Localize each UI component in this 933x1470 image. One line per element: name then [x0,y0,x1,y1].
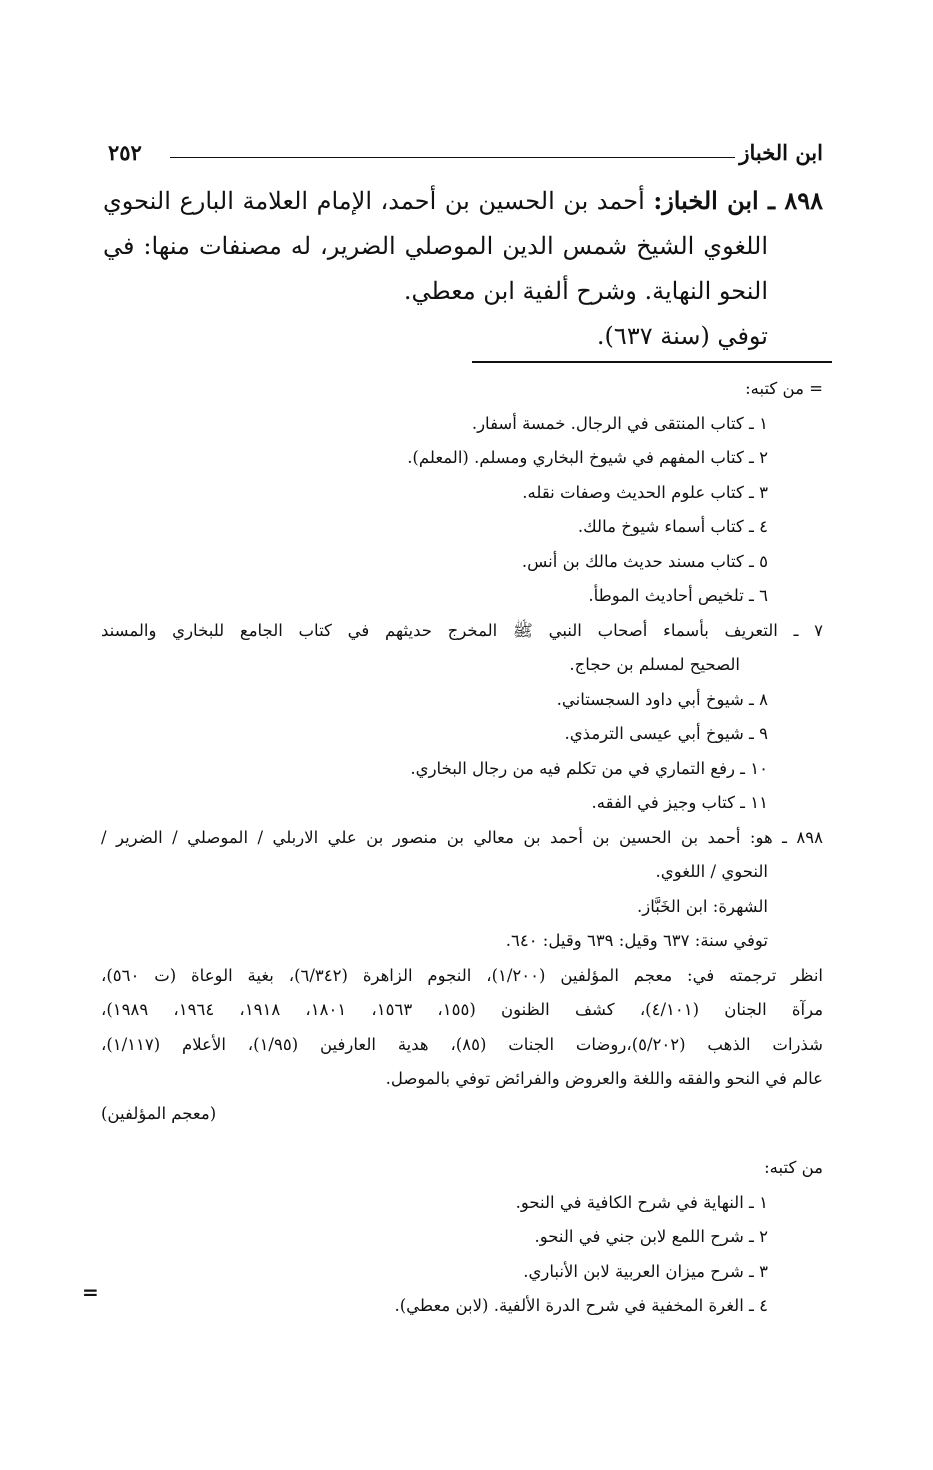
book-item: ٢ ـ شرح اللمع لابن جني في النحو. [534,1227,768,1246]
note-entry-line: ٨٩٨ ـ هو: أحمد بن الحسين بن أحمد بن معالي بن منصور بن علي الاربلي / الموصلي / الضرير / [101,827,823,847]
books-intro: = من كتبه: [745,379,823,398]
source-citation: (معجم المؤلفين) [101,1103,217,1123]
header-rule [170,157,735,158]
book-item: ٦ ـ تلخيص أحاديث الموطأ. [588,586,768,605]
note-entry-line: النحوي / اللغوي. [655,862,768,881]
book-item: ١ ـ النهاية في شرح الكافية في النحو. [515,1192,768,1212]
book-item: ٨ ـ شيوخ أبي داود السجستاني. [556,689,768,709]
entry-heading: ٨٩٨ ـ ابن الخباز: [653,186,823,215]
entry-line-1 [103,178,823,224]
book-item: ٣ ـ كتاب علوم الحديث وصفات نقله. [522,482,768,502]
page-number: ٢٥٢ [108,140,142,165]
reference-line: عالم في النحو والفقه واللغة والعروض والفرائض توفي بالموصل. [385,1069,823,1088]
book-item: ١٠ ـ رفع التماري في من تكلم فيه من رجال البخاري. [410,758,768,778]
books-intro-2: من كتبه: [764,1158,823,1177]
entry-line-4: توفي (سنة ٦٣٧). [596,322,768,350]
page-header [108,140,823,170]
continuation-marker: = [82,1280,99,1304]
spacer [101,1131,823,1151]
book-item: ٥ ـ كتاب مسند حديث مالك بن أنس. [521,551,768,571]
entry-line-3: النحو النهاية. وشرح ألفية ابن معطي. [403,277,768,305]
book-item: ٤ ـ كتاب أسماء شيوخ مالك. [577,517,768,536]
reference-line: انظر ترجمته في: معجم المؤلفين (١/٢٠٠)، النجوم الزاهرة (٦/٣٤٢)، بغية الوعاة (ت ٥٦٠)، [101,965,823,985]
book-item: ٣ ـ شرح ميزان العربية لابن الأنباري. [523,1261,768,1281]
book-item: ٩ ـ شيوخ أبي عيسى الترمذي. [564,724,768,743]
entry-line-2: اللغوي الشيخ شمس الدين الموصلي الضرير، له مصنفات منها: في [103,232,768,260]
book-item: ٢ ـ كتاب المفهم في شيوخ البخاري ومسلم. (المعلم). [407,448,768,467]
footnotes [101,372,823,1324]
fame-line: الشهرة: ابن الخَبَّاز. [637,896,768,916]
running-title: ابن الخباز [739,140,823,165]
book-item: ١١ ـ كتاب وجيز في الفقه. [591,793,768,812]
reference-line: مرآة الجنان (٤/١٠١)، كشف الظنون (١٥٥، ١٥٦٣، ١٨٠١، ١٩١٨، ١٩٦٤، ١٩٨٩)، [101,1000,824,1019]
book-item: ٧ ـ التعريف بأسماء أصحاب النبي ﷺ المخرج حديثهم في كتاب الجامع للبخاري والمسند [101,620,823,640]
book-item: ٤ ـ الغرة المخفية في شرح الدرة الألفية. (لابن معطي). [394,1296,768,1315]
main-entry [103,178,823,359]
entry-line-1-text: أحمد بن الحسين بن أحمد، الإمام العلامة البارع النحوي [103,187,654,215]
footnote-separator [472,361,832,363]
death-line: توفي سنة: ٦٣٧ وقيل: ٦٣٩ وقيل: ٦٤٠. [505,931,768,950]
reference-line: شذرات الذهب (٥/٢٠٢)،روضات الجنات (٨٥)، هدية العارفين (١/٩٥)، الأعلام (١/١١٧)، [101,1034,824,1054]
book-item: ١ ـ كتاب المنتقى في الرجال. خمسة أسفار. [471,413,768,433]
book-item-continuation: الصحيح لمسلم بن حجاج. [569,655,740,674]
